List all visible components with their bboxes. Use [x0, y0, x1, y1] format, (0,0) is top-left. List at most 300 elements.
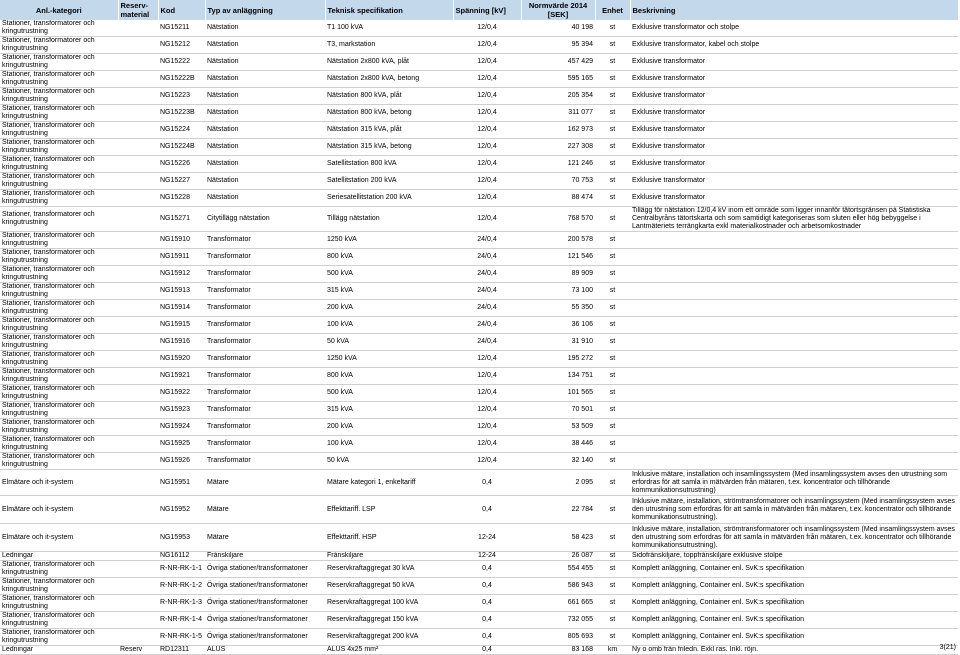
cell-unit: st — [595, 266, 630, 283]
cell-code: NG15224 — [158, 122, 205, 139]
table-row — [0, 283, 958, 300]
cell-code: NG15952 — [158, 496, 205, 524]
cell-type: Övriga stationer/transformatoner — [205, 578, 325, 595]
page-number: 3(21) — [939, 644, 956, 651]
cell-reserve — [118, 20, 158, 37]
cell-spec: T3, markstation — [325, 37, 453, 54]
header-category: Anl.-kategori — [0, 0, 118, 20]
table-row — [0, 156, 958, 173]
cell-description: Exklusive transformator — [630, 190, 958, 207]
cell-category: Stationer, transformatorer och kringutrustning — [0, 122, 118, 139]
cell-type: Frånskiljare — [205, 552, 325, 561]
cell-code: NG15271 — [158, 207, 205, 232]
cell-value: 70 501 — [521, 402, 595, 419]
table-row — [0, 249, 958, 266]
cell-type: Transformator — [205, 453, 325, 470]
cell-reserve — [118, 351, 158, 368]
cell-unit: st — [595, 334, 630, 351]
table-row — [0, 266, 958, 283]
cell-category: Stationer, transformatorer och kringutrustning — [0, 232, 118, 249]
header-type: Typ av anläggning — [205, 0, 325, 20]
cell-voltage: 0,4 — [453, 578, 521, 595]
cell-spec: 800 kVA — [325, 249, 453, 266]
cell-description — [630, 334, 958, 351]
cell-description: Exklusive transformator — [630, 88, 958, 105]
cell-description — [630, 266, 958, 283]
cell-spec: Reservkraftaggregat 50 kVA — [325, 578, 453, 595]
cell-code: NG15926 — [158, 453, 205, 470]
cell-reserve — [118, 122, 158, 139]
cell-reserve — [118, 190, 158, 207]
cell-code: R-NR-RK-1-1 — [158, 561, 205, 578]
cell-type: Nätstation — [205, 54, 325, 71]
cell-value: 70 753 — [521, 173, 595, 190]
cell-description — [630, 453, 958, 470]
table-row — [0, 368, 958, 385]
cell-type: Nätstation — [205, 173, 325, 190]
cell-code: NG15910 — [158, 232, 205, 249]
cell-value: 40 198 — [521, 20, 595, 37]
cell-description: Ny o omb från friledn. Exkl ras. Inkl. röjn. — [630, 646, 958, 655]
cell-type: Nätstation — [205, 190, 325, 207]
cell-code: NG15953 — [158, 524, 205, 552]
table-row — [0, 578, 958, 595]
cell-voltage: 24/0,4 — [453, 334, 521, 351]
cell-unit: st — [595, 402, 630, 419]
cell-value: 457 429 — [521, 54, 595, 71]
cell-description — [630, 385, 958, 402]
cell-value: 805 693 — [521, 629, 595, 646]
cell-unit: st — [595, 190, 630, 207]
table-row — [0, 453, 958, 470]
cell-category: Stationer, transformatorer och kringutrustning — [0, 88, 118, 105]
cell-code: NG15923 — [158, 402, 205, 419]
cell-description: Inklusive mätare, installation och insamlingssystem (Med insamlingssystem avses den utrustning som erfordras för att samla in mätvärden från mätaren, t.ex. koncentrator och tillhörande kommunikationsutrustning) — [630, 470, 958, 496]
cell-value: 73 100 — [521, 283, 595, 300]
cell-description — [630, 402, 958, 419]
cell-spec: Nätstation 315 kVA, plåt — [325, 122, 453, 139]
cell-spec: Effekttariff. LSP — [325, 496, 453, 524]
cell-code: RD12311 — [158, 646, 205, 655]
cell-description: Exklusive transformator, kabel och stolpe — [630, 37, 958, 54]
cell-spec: 500 kVA — [325, 385, 453, 402]
cell-voltage: 12/0,4 — [453, 173, 521, 190]
cell-reserve — [118, 595, 158, 612]
cell-value: 205 354 — [521, 88, 595, 105]
cell-value: 595 165 — [521, 71, 595, 88]
table-row — [0, 88, 958, 105]
cell-category: Elmätare och it-system — [0, 524, 118, 552]
cell-reserve — [118, 561, 158, 578]
cell-unit: st — [595, 385, 630, 402]
cell-value: 22 784 — [521, 496, 595, 524]
cell-reserve — [118, 105, 158, 122]
cell-spec: Reservkraftaggregat 30 kVA — [325, 561, 453, 578]
cell-unit: st — [595, 368, 630, 385]
cell-reserve — [118, 496, 158, 524]
cell-code: NG15920 — [158, 351, 205, 368]
cell-category: Ledningar — [0, 552, 118, 561]
table-row — [0, 232, 958, 249]
cell-voltage: 12/0,4 — [453, 122, 521, 139]
cell-unit: st — [595, 37, 630, 54]
cell-voltage: 0,4 — [453, 612, 521, 629]
cell-type: Transformator — [205, 334, 325, 351]
cell-value: 101 565 — [521, 385, 595, 402]
cell-value: 88 474 — [521, 190, 595, 207]
cell-code: NG15922 — [158, 385, 205, 402]
cell-spec: 315 kVA — [325, 402, 453, 419]
cell-voltage: 12/0,4 — [453, 37, 521, 54]
cell-code: NG15925 — [158, 436, 205, 453]
header-code: Kod — [158, 0, 205, 20]
cell-reserve — [118, 300, 158, 317]
table-row — [0, 436, 958, 453]
cell-category: Stationer, transformatorer och kringutrustning — [0, 595, 118, 612]
cell-reserve — [118, 156, 158, 173]
cell-voltage: 12/0,4 — [453, 436, 521, 453]
cell-unit: st — [595, 578, 630, 595]
cell-voltage: 0,4 — [453, 629, 521, 646]
cell-unit: st — [595, 173, 630, 190]
cell-spec: Reservkraftaggregat 150 kVA — [325, 612, 453, 629]
cell-category: Stationer, transformatorer och kringutrustning — [0, 71, 118, 88]
cell-unit: st — [595, 612, 630, 629]
cell-unit: st — [595, 436, 630, 453]
cell-type: Transformator — [205, 266, 325, 283]
table-row — [0, 190, 958, 207]
cell-code: NG15914 — [158, 300, 205, 317]
cell-spec: Nätstation 2x800 kVA, betong — [325, 71, 453, 88]
cell-category: Stationer, transformatorer och kringutrustning — [0, 334, 118, 351]
cell-voltage: 12/0,4 — [453, 207, 521, 232]
cell-type: Transformator — [205, 385, 325, 402]
cell-category: Stationer, transformatorer och kringutrustning — [0, 266, 118, 283]
cell-description: Komplett anläggning, Container enl. SvK:s specifikation — [630, 629, 958, 646]
cell-type: Transformator — [205, 300, 325, 317]
cell-category: Stationer, transformatorer och kringutrustning — [0, 402, 118, 419]
cell-spec: 100 kVA — [325, 436, 453, 453]
cell-description — [630, 300, 958, 317]
cell-code: NG15915 — [158, 317, 205, 334]
cell-reserve — [118, 524, 158, 552]
cell-voltage: 0,4 — [453, 470, 521, 496]
cell-reserve — [118, 232, 158, 249]
table-row — [0, 351, 958, 368]
cell-category: Stationer, transformatorer och kringutrustning — [0, 453, 118, 470]
cell-description: Komplett anläggning, Container enl. SvK:s specifikation — [630, 578, 958, 595]
cell-code: R-NR-RK-1-2 — [158, 578, 205, 595]
cell-category: Stationer, transformatorer och kringutrustning — [0, 37, 118, 54]
cell-type: Nätstation — [205, 122, 325, 139]
cell-value: 32 140 — [521, 453, 595, 470]
cell-reserve — [118, 37, 158, 54]
cell-category: Stationer, transformatorer och kringutrustning — [0, 385, 118, 402]
table-row — [0, 37, 958, 54]
cell-category: Stationer, transformatorer och kringutrustning — [0, 419, 118, 436]
cell-code: R-NR-RK-1-5 — [158, 629, 205, 646]
cell-spec: Effekttariff. HSP — [325, 524, 453, 552]
cell-reserve — [118, 207, 158, 232]
cell-value: 134 751 — [521, 368, 595, 385]
cell-spec: 100 kVA — [325, 317, 453, 334]
cell-category: Stationer, transformatorer och kringutrustning — [0, 190, 118, 207]
cell-description: Exklusive transformator — [630, 54, 958, 71]
table-row — [0, 173, 958, 190]
cell-type: Transformator — [205, 232, 325, 249]
cell-description — [630, 436, 958, 453]
table-row — [0, 561, 958, 578]
cell-reserve — [118, 283, 158, 300]
cell-type: Transformator — [205, 317, 325, 334]
table-row — [0, 122, 958, 139]
cell-voltage: 24/0,4 — [453, 266, 521, 283]
cell-reserve — [118, 139, 158, 156]
cell-unit: st — [595, 249, 630, 266]
cell-category: Stationer, transformatorer och kringutrustning — [0, 317, 118, 334]
cell-voltage: 12/0,4 — [453, 453, 521, 470]
table-body — [0, 20, 958, 655]
cell-type: Övriga stationer/transformatoner — [205, 629, 325, 646]
cell-value: 89 909 — [521, 266, 595, 283]
cell-category: Stationer, transformatorer och kringutrustning — [0, 351, 118, 368]
cell-type: Övriga stationer/transformatoner — [205, 612, 325, 629]
table-row — [0, 317, 958, 334]
cell-description — [630, 419, 958, 436]
cell-type: Citytillägg nätstation — [205, 207, 325, 232]
cell-spec: ALUS 4x25 mm² — [325, 646, 453, 655]
cell-voltage: 12/0,4 — [453, 385, 521, 402]
cell-unit: st — [595, 629, 630, 646]
table-row — [0, 20, 958, 37]
cell-category: Stationer, transformatorer och kringutrustning — [0, 612, 118, 629]
cell-type: Nätstation — [205, 139, 325, 156]
cell-unit: st — [595, 300, 630, 317]
cell-type: Mätare — [205, 496, 325, 524]
cell-reserve — [118, 552, 158, 561]
table-row — [0, 524, 958, 552]
cell-reserve — [118, 470, 158, 496]
cell-category: Stationer, transformatorer och kringutrustning — [0, 300, 118, 317]
cell-type: Transformator — [205, 249, 325, 266]
table-row — [0, 612, 958, 629]
cell-code: NG15921 — [158, 368, 205, 385]
cell-value: 121 246 — [521, 156, 595, 173]
cell-type: Transformator — [205, 368, 325, 385]
cell-description — [630, 232, 958, 249]
cell-spec: Nätstation 800 kVA, plåt — [325, 88, 453, 105]
cell-unit: st — [595, 496, 630, 524]
cell-spec: 1250 kVA — [325, 232, 453, 249]
cell-code: NG15911 — [158, 249, 205, 266]
cell-category: Stationer, transformatorer och kringutrustning — [0, 54, 118, 71]
cell-unit: st — [595, 351, 630, 368]
cell-value: 162 973 — [521, 122, 595, 139]
cell-reserve — [118, 249, 158, 266]
table-row — [0, 595, 958, 612]
cell-value: 36 106 — [521, 317, 595, 334]
header-voltage: Spänning [kV] — [453, 0, 521, 20]
cell-type: Nätstation — [205, 20, 325, 37]
cell-description: Komplett anläggning, Container enl. SvK:s specifikation — [630, 561, 958, 578]
cell-value: 31 910 — [521, 334, 595, 351]
cell-value: 53 509 — [521, 419, 595, 436]
cell-category: Stationer, transformatorer och kringutrustning — [0, 629, 118, 646]
cell-unit: st — [595, 139, 630, 156]
cell-spec: Tillägg nätstation — [325, 207, 453, 232]
table-header-row — [0, 0, 958, 20]
cell-category: Ledningar — [0, 646, 118, 655]
cell-value: 661 665 — [521, 595, 595, 612]
cell-code: NG15211 — [158, 20, 205, 37]
cell-category: Stationer, transformatorer och kringutrustning — [0, 561, 118, 578]
table-row — [0, 496, 958, 524]
cell-unit: st — [595, 71, 630, 88]
cell-value: 227 308 — [521, 139, 595, 156]
table-row — [0, 105, 958, 122]
cell-description — [630, 351, 958, 368]
cell-reserve — [118, 266, 158, 283]
header-spec: Teknisk specifikation — [325, 0, 453, 20]
cell-reserve — [118, 173, 158, 190]
header-reserve: Reserv-material — [118, 0, 158, 20]
cell-value: 311 077 — [521, 105, 595, 122]
cell-voltage: 12/0,4 — [453, 368, 521, 385]
table-row — [0, 419, 958, 436]
table-row — [0, 470, 958, 496]
cell-voltage: 12/0,4 — [453, 419, 521, 436]
cell-voltage: 12/0,4 — [453, 54, 521, 71]
cell-category: Stationer, transformatorer och kringutrustning — [0, 436, 118, 453]
cell-value: 586 943 — [521, 578, 595, 595]
cell-voltage: 24/0,4 — [453, 317, 521, 334]
table-row — [0, 402, 958, 419]
cell-category: Stationer, transformatorer och kringutrustning — [0, 249, 118, 266]
cell-spec: Nätstation 2x800 kVA, plåt — [325, 54, 453, 71]
header-value: Normvärde 2014 [SEK] — [521, 0, 595, 20]
cell-description: Exklusive transformator — [630, 173, 958, 190]
cell-unit: st — [595, 283, 630, 300]
cell-reserve — [118, 71, 158, 88]
cell-unit: st — [595, 88, 630, 105]
cell-type: Mätare — [205, 470, 325, 496]
cell-reserve — [118, 88, 158, 105]
cell-voltage: 12-24 — [453, 552, 521, 561]
table-row — [0, 646, 958, 655]
cell-type: Övriga stationer/transformatoner — [205, 595, 325, 612]
cell-code: NG15222 — [158, 54, 205, 71]
cell-voltage: 0,4 — [453, 496, 521, 524]
cell-reserve — [118, 402, 158, 419]
cell-type: Transformator — [205, 419, 325, 436]
cell-code: NG15916 — [158, 334, 205, 351]
cell-value: 554 455 — [521, 561, 595, 578]
cell-category: Stationer, transformatorer och kringutrustning — [0, 156, 118, 173]
cell-voltage: 12/0,4 — [453, 105, 521, 122]
cell-unit: st — [595, 156, 630, 173]
cell-value: 55 350 — [521, 300, 595, 317]
cell-category: Stationer, transformatorer och kringutrustning — [0, 173, 118, 190]
cell-value: 200 578 — [521, 232, 595, 249]
cell-unit: st — [595, 595, 630, 612]
table-row — [0, 334, 958, 351]
cell-description: Inklusive mätare, installation, strömtransformatorer och insamlingssystem (Med insamlingssystem avses den utrustning som erfordras för att samla in mätvärden från mätaren, t.ex. koncentrator och tillhörande kommunikationsutrustning). — [630, 496, 958, 524]
cell-type: Nätstation — [205, 37, 325, 54]
cell-category: Elmätare och it-system — [0, 470, 118, 496]
cell-code: NG15228 — [158, 190, 205, 207]
cell-reserve — [118, 436, 158, 453]
cell-value: 2 095 — [521, 470, 595, 496]
cell-reserve — [118, 578, 158, 595]
cell-code: NG15913 — [158, 283, 205, 300]
cell-unit: st — [595, 552, 630, 561]
cell-reserve — [118, 54, 158, 71]
table-row — [0, 552, 958, 561]
cell-unit: st — [595, 524, 630, 552]
cell-voltage: 12/0,4 — [453, 20, 521, 37]
cell-value: 121 546 — [521, 249, 595, 266]
cell-description: Exklusive transformator och stolpe — [630, 20, 958, 37]
cell-code: NG15223B — [158, 105, 205, 122]
cell-type: Mätare — [205, 524, 325, 552]
table-row — [0, 54, 958, 71]
cell-description: Komplett anläggning, Container enl. SvK:s specifikation — [630, 612, 958, 629]
cell-code: NG15912 — [158, 266, 205, 283]
cell-code: NG16112 — [158, 552, 205, 561]
cell-voltage: 0,4 — [453, 561, 521, 578]
cell-value: 195 272 — [521, 351, 595, 368]
cell-reserve — [118, 385, 158, 402]
cell-value: 768 570 — [521, 207, 595, 232]
cell-unit: st — [595, 419, 630, 436]
cell-voltage: 12/0,4 — [453, 88, 521, 105]
cell-voltage: 12/0,4 — [453, 71, 521, 88]
cell-voltage: 12/0,4 — [453, 139, 521, 156]
cell-description — [630, 249, 958, 266]
cell-reserve — [118, 612, 158, 629]
cell-description: Inklusive mätare, installation, strömtransformatorer och insamlingssystem (Med insamlingssystem avses den utrustning som erfordras för att samla in mätvärden från mätaren, t.ex. koncentrator och tillhörande kommunikationsutrustning). — [630, 524, 958, 552]
cell-spec: Satellitstation 200 kVA — [325, 173, 453, 190]
cell-type: ALUS — [205, 646, 325, 655]
cell-voltage: 12/0,4 — [453, 402, 521, 419]
cell-value: 58 423 — [521, 524, 595, 552]
cell-voltage: 24/0,4 — [453, 249, 521, 266]
cell-spec: Frånskiljare — [325, 552, 453, 561]
cell-reserve — [118, 334, 158, 351]
cell-description: Sidofrånskiljare, toppfrånskiljare exklusive stolpe — [630, 552, 958, 561]
cell-code: R-NR-RK-1-3 — [158, 595, 205, 612]
cell-description: Komplett anläggning, Container enl. SvK:s specifikation — [630, 595, 958, 612]
cell-code: NG15951 — [158, 470, 205, 496]
cell-category: Stationer, transformatorer och kringutrustning — [0, 139, 118, 156]
cell-reserve: Reserv — [118, 646, 158, 655]
cell-unit: st — [595, 105, 630, 122]
cell-value: 732 055 — [521, 612, 595, 629]
cell-description — [630, 317, 958, 334]
header-unit: Enhet — [595, 0, 630, 20]
cell-voltage: 0,4 — [453, 595, 521, 612]
cell-value: 26 087 — [521, 552, 595, 561]
cell-spec: 500 kVA — [325, 266, 453, 283]
cell-description — [630, 283, 958, 300]
cell-type: Transformator — [205, 436, 325, 453]
table-row — [0, 71, 958, 88]
cell-code: R-NR-RK-1-4 — [158, 612, 205, 629]
cell-description: Tillägg för nätstation 12/0,4 kV inom ett område som ligger innanför tätortsgränsen på Statistiska Centralbyråns tätortskarta och som samtidigt kategoriseras som sluten eller hög bebyggelse i Lantmäteriets terrängkarta exkl materialkostnader och arbetsomkostnader — [630, 207, 958, 232]
cell-voltage: 24/0,4 — [453, 232, 521, 249]
cell-category: Stationer, transformatorer och kringutrustning — [0, 283, 118, 300]
cell-voltage: 12-24 — [453, 524, 521, 552]
